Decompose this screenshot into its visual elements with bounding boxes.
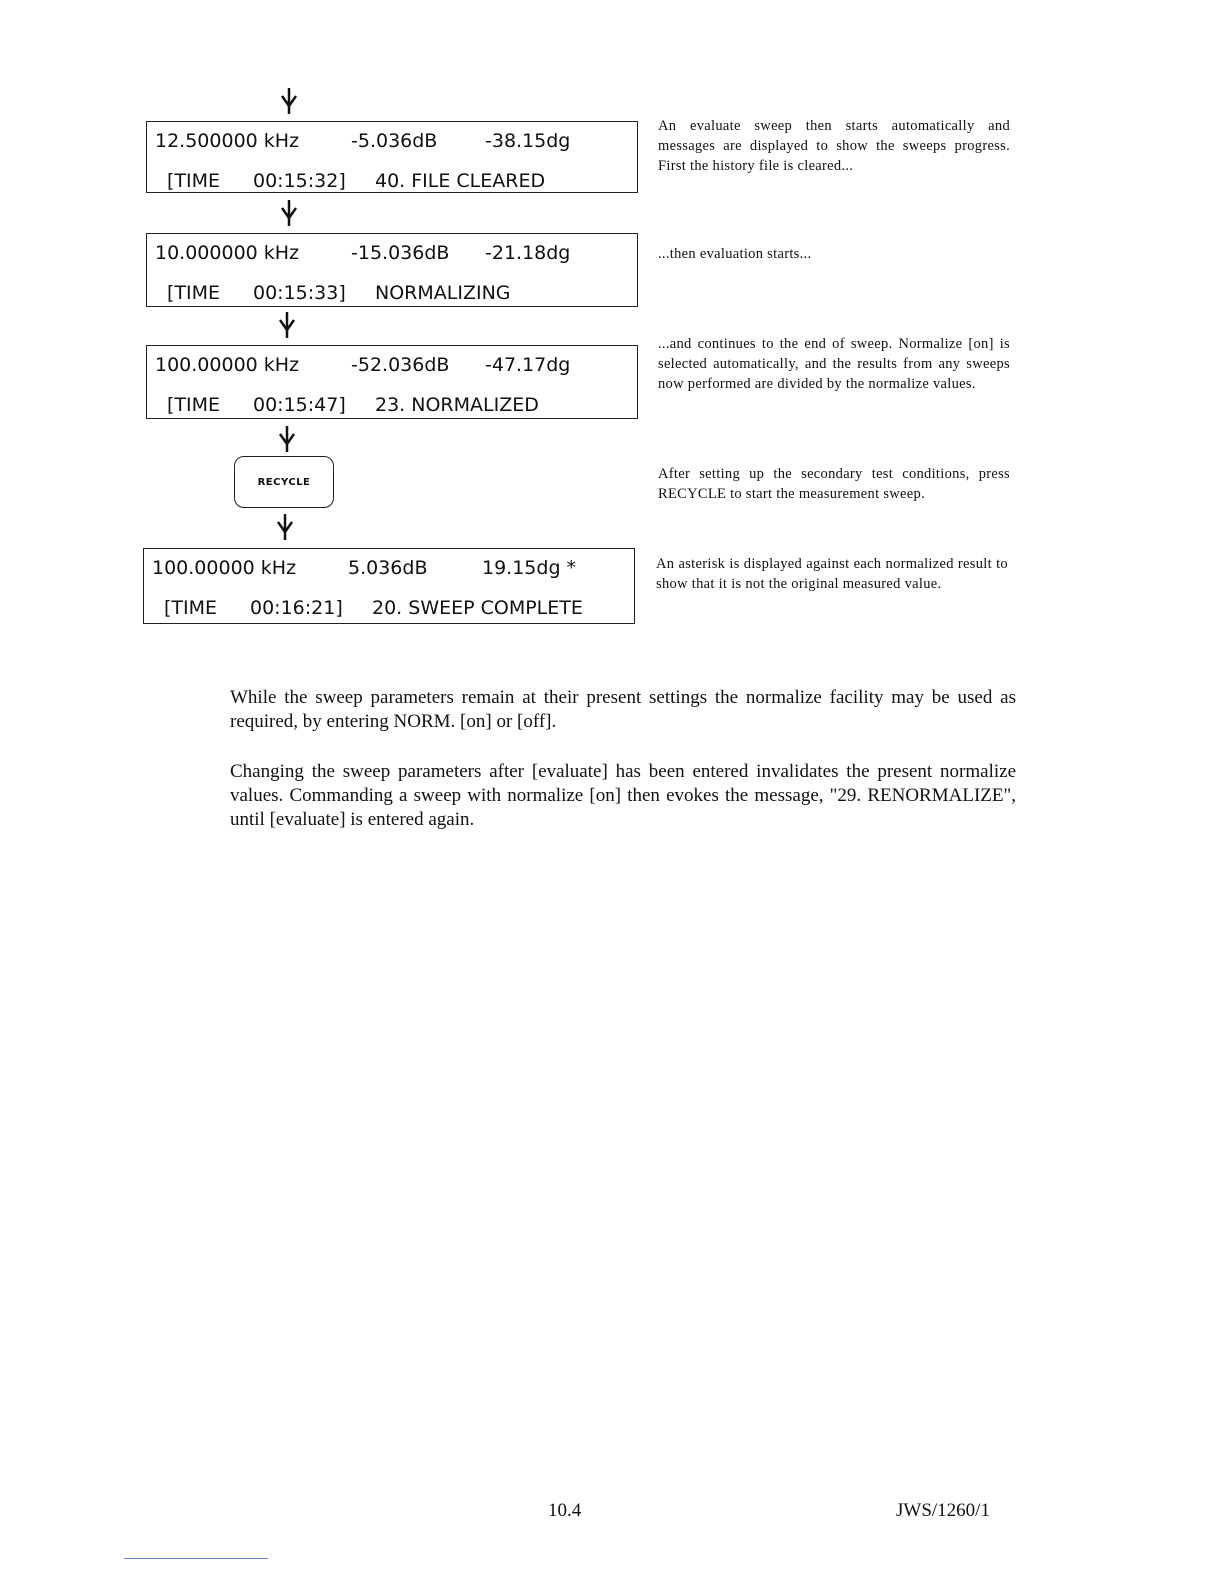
document-reference: JWS/1260/1 [896,1500,990,1521]
gain-readout: -52.036dB [351,354,450,376]
note-evaluate-sweep: An evaluate sweep then starts automatically and messages are displayed to show the sweeps progress. First the history file is cleared... [658,118,1010,174]
gain-readout: -5.036dB [351,130,438,152]
frequency-readout: 12.500000 kHz [155,130,300,152]
lcd-display-1 [146,121,638,193]
time-label: [TIME [167,394,221,416]
footer-rule [124,1558,268,1559]
lcd-display-2 [146,233,638,307]
note-evaluation-starts: ...then evaluation starts... [658,246,812,262]
time-readout: 00:15:33] [253,282,346,304]
time-readout: 00:16:21] [250,597,343,619]
frequency-readout: 100.00000 kHz [152,557,297,579]
page-number: 10.4 [548,1500,582,1521]
flow-arrow-icon [277,310,297,340]
time-label: [TIME [167,170,221,192]
status-message: 40. FILE CLEARED [375,170,546,192]
phase-readout: -47.17dg [485,354,571,376]
frequency-readout: 10.000000 kHz [155,242,300,264]
paragraph-renormalize: Changing the sweep parameters after [evaluate] has been entered invalidates the present normalize values. Commanding a sweep with normalize [on] then evokes the message, "29. RENORMALIZE", until [evaluate] is entered again. [230,761,1016,830]
flow-arrow-icon [277,424,297,454]
paragraph-normalize-usage: While the sweep parameters remain at their present settings the normalize facility may be used as required, by entering NORM. [on] or [off]. [230,687,1016,732]
flow-arrow-icon [275,512,295,542]
note-normalize-on: ...and continues to the end of sweep. Normalize [on] is selected automatically, and the results from any sweeps now performed are divided by the normalize values. [658,336,1010,392]
flow-arrow-icon [279,198,299,228]
status-message: 20. SWEEP COMPLETE [372,597,583,619]
time-readout: 00:15:32] [253,170,346,192]
frequency-readout: 100.00000 kHz [155,354,300,376]
time-readout: 00:15:47] [253,394,346,416]
lcd-display-3 [146,345,638,419]
status-message: NORMALIZING [375,282,511,304]
gain-readout: 5.036dB [348,557,428,579]
lcd-display-4 [143,548,635,624]
note-asterisk: An asterisk is displayed against each normalized result to show that it is not the original measured value. [656,556,1008,592]
flow-arrow-icon [279,86,299,116]
phase-readout: 19.15dg * [482,557,577,579]
time-label: [TIME [164,597,218,619]
note-press-recycle: After setting up the secondary test conditions, press RECYCLE to start the measurement sweep. [658,466,1010,502]
phase-readout: -21.18dg [485,242,571,264]
gain-readout: -15.036dB [351,242,450,264]
phase-readout: -38.15dg [485,130,571,152]
time-label: [TIME [167,282,221,304]
recycle-key: RECYCLE [234,456,334,508]
status-message: 23. NORMALIZED [375,394,539,416]
